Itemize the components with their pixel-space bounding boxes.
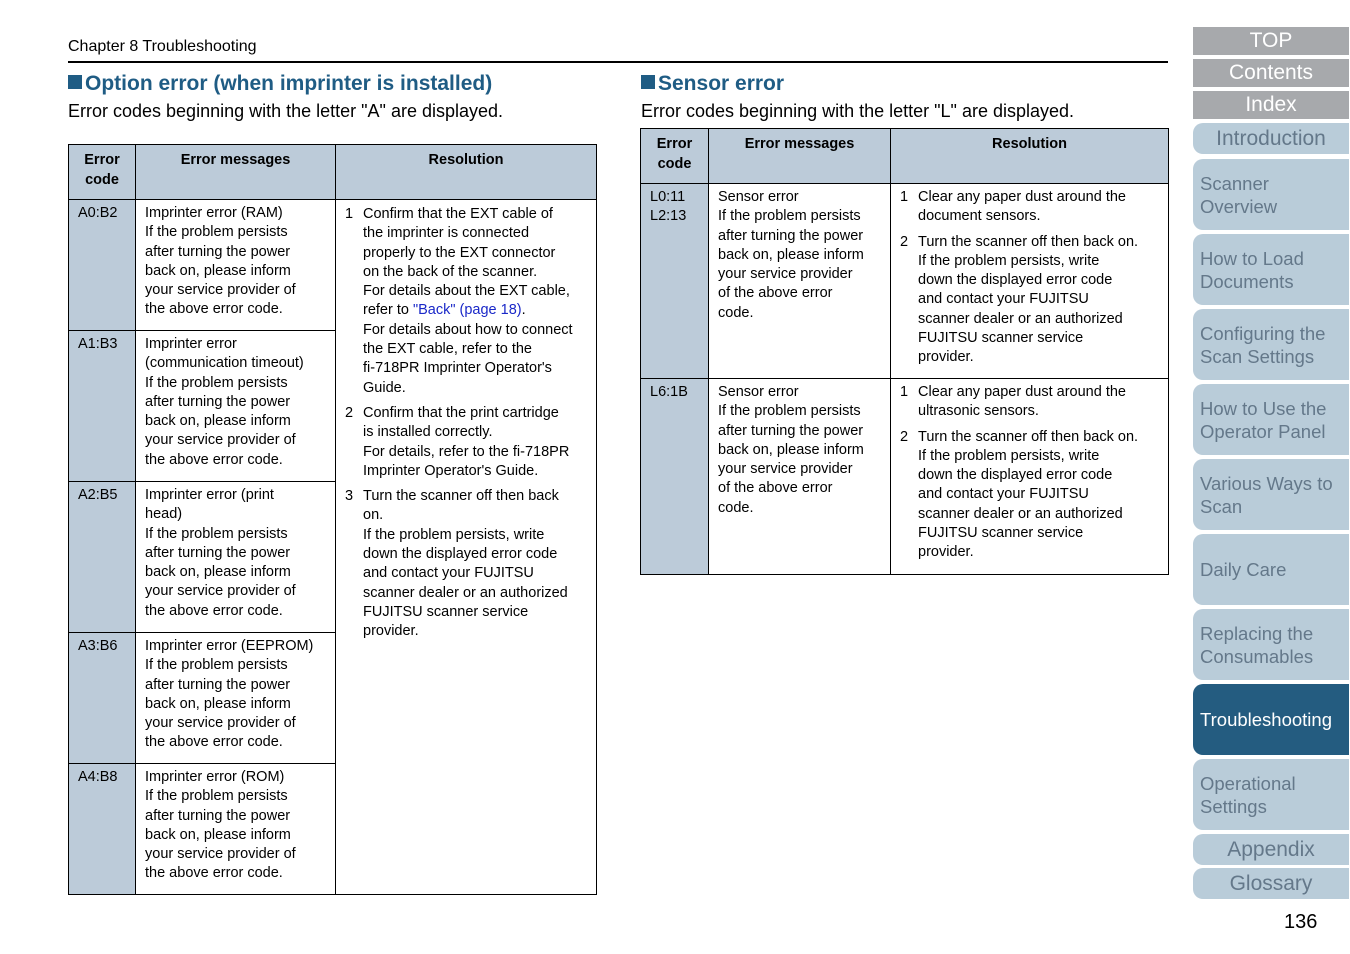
- text-line: on.: [363, 507, 384, 524]
- text-line: scanner dealer or an authorized: [918, 505, 1123, 522]
- text-line: If the problem persists, write: [363, 526, 545, 543]
- resolution-cell: [891, 379, 1169, 575]
- text-line: A4:B8: [78, 769, 118, 785]
- page-number: 136: [1284, 911, 1318, 933]
- step-text: [918, 383, 1159, 422]
- text-line: provider.: [918, 544, 974, 561]
- section-square-icon: [68, 75, 82, 89]
- resolution-cell: [891, 184, 1169, 379]
- resolution-step: [345, 205, 587, 398]
- tab-replacing-consumables[interactable]: Replacing the Consumables: [1193, 609, 1349, 680]
- column-header-error-messages: Error messages: [136, 145, 336, 200]
- text-line: code.: [718, 499, 754, 516]
- column-header-error-messages: Error messages: [709, 129, 891, 184]
- step-text: [363, 404, 587, 481]
- text-line: If the problem persists: [145, 525, 288, 542]
- text-line: Imprinter error (ROM): [145, 769, 285, 785]
- text-line: back on, please inform: [145, 564, 291, 581]
- text-line: your service provider of: [145, 846, 296, 863]
- tab-how-to-load-documents[interactable]: How to Load Documents: [1193, 234, 1349, 305]
- chapter-header: Chapter 8 Troubleshooting: [68, 38, 257, 55]
- resolution-step: [345, 487, 587, 641]
- index-button[interactable]: Index: [1193, 91, 1349, 119]
- text-line: FUJITSU scanner service: [918, 330, 1084, 347]
- text-line: of the above error: [718, 480, 833, 497]
- resolution-step: [900, 233, 1159, 368]
- text-line: L0:11: [650, 189, 686, 205]
- text-line: and contact your FUJITSU: [918, 291, 1089, 308]
- text-line: properly to the EXT connector: [363, 244, 556, 261]
- text-line: scanner dealer or an authorized: [918, 310, 1123, 327]
- text-line: Sensor error: [718, 384, 799, 400]
- text-line: Clear any paper dust around the: [918, 384, 1126, 400]
- step-number: 1: [900, 384, 909, 400]
- text-line: Imprinter error (EEPROM): [145, 638, 314, 654]
- text-line: after turning the power: [145, 393, 291, 410]
- step-text: [363, 487, 587, 641]
- text-line: Turn the scanner off then back on.: [918, 428, 1139, 445]
- text-line: and contact your FUJITSU: [918, 486, 1089, 503]
- text-line: code.: [718, 304, 754, 321]
- tab-configuring-scan-settings[interactable]: Configuring the Scan Settings: [1193, 309, 1349, 380]
- option-error-description: Error codes beginning with the letter "A" are displayed.: [68, 101, 504, 121]
- text-line: If the problem persists: [145, 788, 288, 805]
- error-message-cell: [136, 200, 336, 331]
- sensor-error-heading: [641, 72, 784, 96]
- column-header-error-code: Error code: [641, 129, 709, 184]
- text-line: back on, please inform: [145, 413, 291, 430]
- contents-navigation: [1193, 59, 1349, 87]
- error-message-cell: [136, 482, 336, 633]
- text-line: A2:B5: [78, 487, 118, 503]
- text-line: after turning the power: [145, 544, 291, 561]
- option-error-heading: [68, 72, 492, 96]
- text-line: down the displayed error code: [918, 467, 1113, 484]
- text-line: after turning the power: [145, 807, 291, 824]
- index-navigation: [1193, 91, 1349, 119]
- option-error-table: [68, 144, 597, 895]
- text-line: the EXT cable, refer to the: [363, 341, 532, 358]
- text-line: If the problem persists: [145, 224, 288, 241]
- sensor-error-title: Sensor error: [658, 72, 785, 95]
- text-line: is installed correctly.: [363, 424, 493, 441]
- error-code-cell: [69, 764, 136, 895]
- error-message-cell: [709, 379, 891, 575]
- text-line: after turning the power: [145, 243, 291, 260]
- text-line: the above error code.: [145, 734, 283, 751]
- text-line: after turning the power: [718, 422, 864, 439]
- text-line: provider.: [918, 349, 974, 366]
- top-button[interactable]: TOP: [1193, 27, 1349, 55]
- error-code-cell: [641, 379, 709, 575]
- text-line: down the displayed error code: [363, 546, 558, 563]
- error-message-cell: [136, 331, 336, 482]
- text-line: If the problem persists: [145, 374, 288, 391]
- tab-troubleshooting[interactable]: Troubleshooting: [1193, 684, 1349, 755]
- text-line: For details about how to connect: [363, 321, 573, 338]
- top-navigation: [1193, 27, 1349, 55]
- step-number: 1: [900, 189, 909, 205]
- step-text: [918, 188, 1159, 227]
- column-header-resolution: Resolution: [891, 129, 1169, 184]
- text-line: For details about the EXT cable,: [363, 283, 570, 300]
- text-line: Imprinter error (print: [145, 487, 274, 503]
- tab-scanner-overview[interactable]: Scanner Overview: [1193, 159, 1349, 230]
- tab-operational-settings[interactable]: Operational Settings: [1193, 759, 1349, 830]
- text-line: the above error code.: [145, 865, 283, 882]
- text-line: your service provider of: [145, 715, 296, 732]
- text-line: Imprinter error: [145, 336, 237, 352]
- error-code-cell: [69, 200, 136, 331]
- text-line: [363, 301, 587, 320]
- text-line: A0:B2: [78, 205, 118, 221]
- error-code-cell: [69, 331, 136, 482]
- error-code-cell: [69, 633, 136, 764]
- text-line: provider.: [363, 623, 419, 640]
- text-line: L2:13: [650, 208, 687, 225]
- resolution-step: [900, 383, 1159, 422]
- text-line: Turn the scanner off then back on.: [918, 233, 1139, 250]
- tab-daily-care[interactable]: Daily Care: [1193, 534, 1349, 605]
- text-line: scanner dealer or an authorized: [363, 584, 568, 601]
- sensor-error-table: [640, 128, 1169, 575]
- table-row: [641, 184, 1169, 379]
- step-text: [918, 233, 1159, 368]
- option-error-title: Option error (when imprinter is installed): [85, 72, 493, 95]
- link-prefix: refer to: [363, 302, 413, 319]
- step-text: [363, 205, 587, 398]
- tab-operator-panel[interactable]: How to Use the Operator Panel: [1193, 384, 1349, 455]
- link-suffix: .: [521, 302, 526, 319]
- sensor-error-description: Error codes beginning with the letter "L" are displayed.: [641, 101, 1075, 121]
- header-rule: [68, 61, 1168, 63]
- error-code-cell: [641, 184, 709, 379]
- text-line: Imprinter error (RAM): [145, 205, 283, 221]
- table-row: [641, 379, 1169, 575]
- text-line: after turning the power: [145, 676, 291, 693]
- step-number: 2: [345, 404, 354, 421]
- text-line: of the above error: [718, 285, 833, 302]
- contents-button[interactable]: Contents: [1193, 59, 1349, 87]
- text-line: your service provider of: [145, 282, 296, 299]
- text-line: back on, please inform: [145, 695, 291, 712]
- text-line: back on, please inform: [718, 441, 864, 458]
- text-line: your service provider: [718, 461, 853, 478]
- text-line: the above error code.: [145, 602, 283, 619]
- tab-appendix[interactable]: Appendix: [1193, 834, 1349, 865]
- resolution-step: [900, 428, 1159, 563]
- text-line: Guide.: [363, 379, 406, 396]
- tab-glossary[interactable]: Glossary: [1193, 868, 1349, 899]
- resolution-step: [900, 188, 1159, 227]
- step-number: 2: [900, 233, 909, 250]
- text-line: back on, please inform: [718, 246, 864, 263]
- text-line: Sensor error: [718, 189, 799, 205]
- text-line: If the problem persists, write: [918, 252, 1100, 269]
- text-line: FUJITSU scanner service: [918, 525, 1084, 542]
- text-line: after turning the power: [718, 227, 864, 244]
- text-line: ultrasonic sensors.: [918, 403, 1039, 420]
- text-line: (communication timeout): [145, 355, 304, 372]
- step-number: 3: [345, 488, 354, 505]
- text-line: If the problem persists: [718, 208, 861, 225]
- step-number: 2: [900, 428, 909, 445]
- column-header-resolution: Resolution: [336, 145, 597, 200]
- tab-introduction[interactable]: Introduction: [1193, 123, 1349, 154]
- text-line: If the problem persists, write: [918, 447, 1100, 464]
- text-line: fi-718PR Imprinter Operator's: [363, 360, 552, 377]
- error-message-cell: [136, 764, 336, 895]
- text-line: and contact your FUJITSU: [363, 565, 534, 582]
- table-row: [69, 200, 597, 331]
- error-message-cell: [709, 184, 891, 379]
- step-number: 1: [345, 206, 354, 222]
- section-square-icon: [641, 75, 655, 89]
- text-line: A3:B6: [78, 638, 118, 654]
- text-line: Confirm that the print cartridge: [363, 404, 559, 421]
- text-line: back on, please inform: [145, 826, 291, 843]
- text-line: L6:1B: [650, 384, 688, 400]
- text-line: the above error code.: [145, 451, 283, 468]
- text-line: back on, please inform: [145, 262, 291, 279]
- text-line: Confirm that the EXT cable of: [363, 206, 553, 222]
- text-line: A1:B3: [78, 336, 118, 352]
- step-text: [918, 428, 1159, 563]
- text-line: your service provider of: [145, 432, 296, 449]
- error-message-cell: [136, 633, 336, 764]
- resolution-step: [345, 404, 587, 481]
- text-line: FUJITSU scanner service: [363, 603, 529, 620]
- text-line: head): [145, 506, 183, 523]
- text-line: your service provider of: [145, 583, 296, 600]
- back-page-link[interactable]: "Back" (page 18): [412, 302, 522, 319]
- text-line: If the problem persists: [145, 657, 288, 674]
- text-line: Turn the scanner off then back: [363, 488, 559, 505]
- tab-various-ways-to-scan[interactable]: Various Ways to Scan: [1193, 459, 1349, 530]
- column-header-error-code: Error code: [69, 145, 136, 200]
- text-line: For details, refer to the fi-718PR: [363, 443, 570, 460]
- text-line: the above error code.: [145, 301, 283, 318]
- text-line: If the problem persists: [718, 403, 861, 420]
- text-line: Clear any paper dust around the: [918, 189, 1126, 205]
- text-line: your service provider: [718, 266, 853, 283]
- text-line: Imprinter Operator's Guide.: [363, 462, 539, 479]
- text-line: down the displayed error code: [918, 272, 1113, 289]
- text-line: the imprinter is connected: [363, 225, 530, 242]
- text-line: document sensors.: [918, 208, 1041, 225]
- error-code-cell: [69, 482, 136, 633]
- text-line: on the back of the scanner.: [363, 263, 538, 280]
- resolution-cell: [336, 200, 597, 895]
